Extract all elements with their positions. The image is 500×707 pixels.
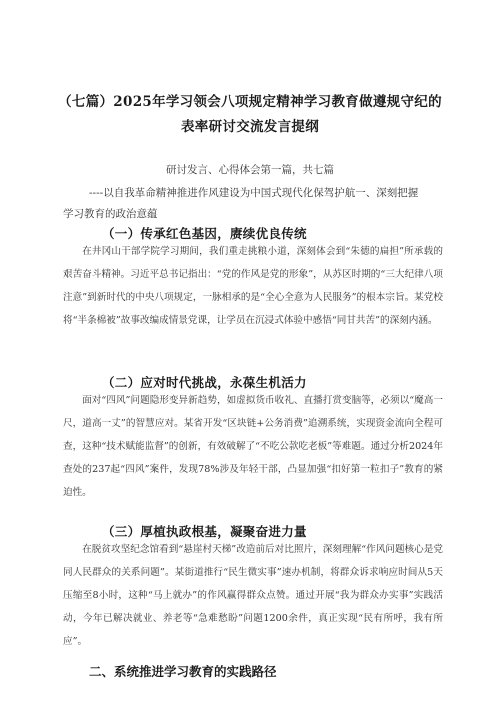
lead-line2: 学习教育的政治意蕴	[63, 208, 158, 220]
section-heading-3: （三）厚植执政根基，凝聚奋进力量	[102, 524, 307, 539]
section-heading-1: （一）传承红色基因，赓续优良传统	[102, 226, 307, 241]
section-paragraph-2: 面对“四风”问题隐形变异新趋势，如虚拟货币收礼、直播打赏变脑等，必须以“魔高一尺，道高一丈”的智慧应对。某省开发“区块链+公务消费”追溯系统，实现资金流向全程可查，这种“技术赋能监督”的创新，有效破解了“不吃公款吃老板”等难题。通过分析2024年查处的237起“四风”案件，发现78%涉及年轻干部，凸显加强“扣好第一粒扣子”教育的紧迫性。	[63, 395, 443, 498]
section-paragraph-1: 在井冈山干部学院学习期间，我们重走挑粮小道，深刻体会到“朱德的扁担”所承载的艰苦奋斗精神。习近平总书记指出：“党的作风是党的形象”，从苏区时期的“三大纪律八项注意”到新时代的中央八项规定，一脉相承的是“全心全意为人民服务”的根本宗旨。某党校将“半条棉被”故事改编成情景党课，让学员在沉浸式体验中感悟“同甘共苦”的深刻内涵。	[63, 246, 443, 326]
lead-line1: ----以自我革命精神推进作风建设为中国式现代化保驾护航一、深刻把握	[89, 187, 419, 199]
document-title-line1: （七篇）2025年学习领会八项规定精神学习教育做遵规守纪的	[58, 94, 442, 110]
section2-heading: 二、系统推进学习教育的实践路径	[89, 664, 277, 679]
document-subtitle: 研讨发言、心得体会第一篇，共七篇	[166, 164, 334, 176]
section-heading-2: （二）应对时代挑战，永葆生机活力	[102, 375, 307, 390]
document-title-line2: 表率研讨交流发言提纲	[181, 119, 319, 135]
section-paragraph-3: 在脱贫攻坚纪念馆看到“悬崖村天梯”改造前后对比照片，深刻理解“作风问题核心是党同人民群众的关系问题”。某街道推行“民生微实事”速办机制，将群众诉求响应时间从5天压缩至8小时，这种“马上就办”的作风赢得群众点赞。通过开展“我为群众办实事”实践活动，今年已解决就业、养老等“急难愁盼”问题1200余件，真正实现“民有所呼，我有所应”。	[63, 544, 443, 647]
